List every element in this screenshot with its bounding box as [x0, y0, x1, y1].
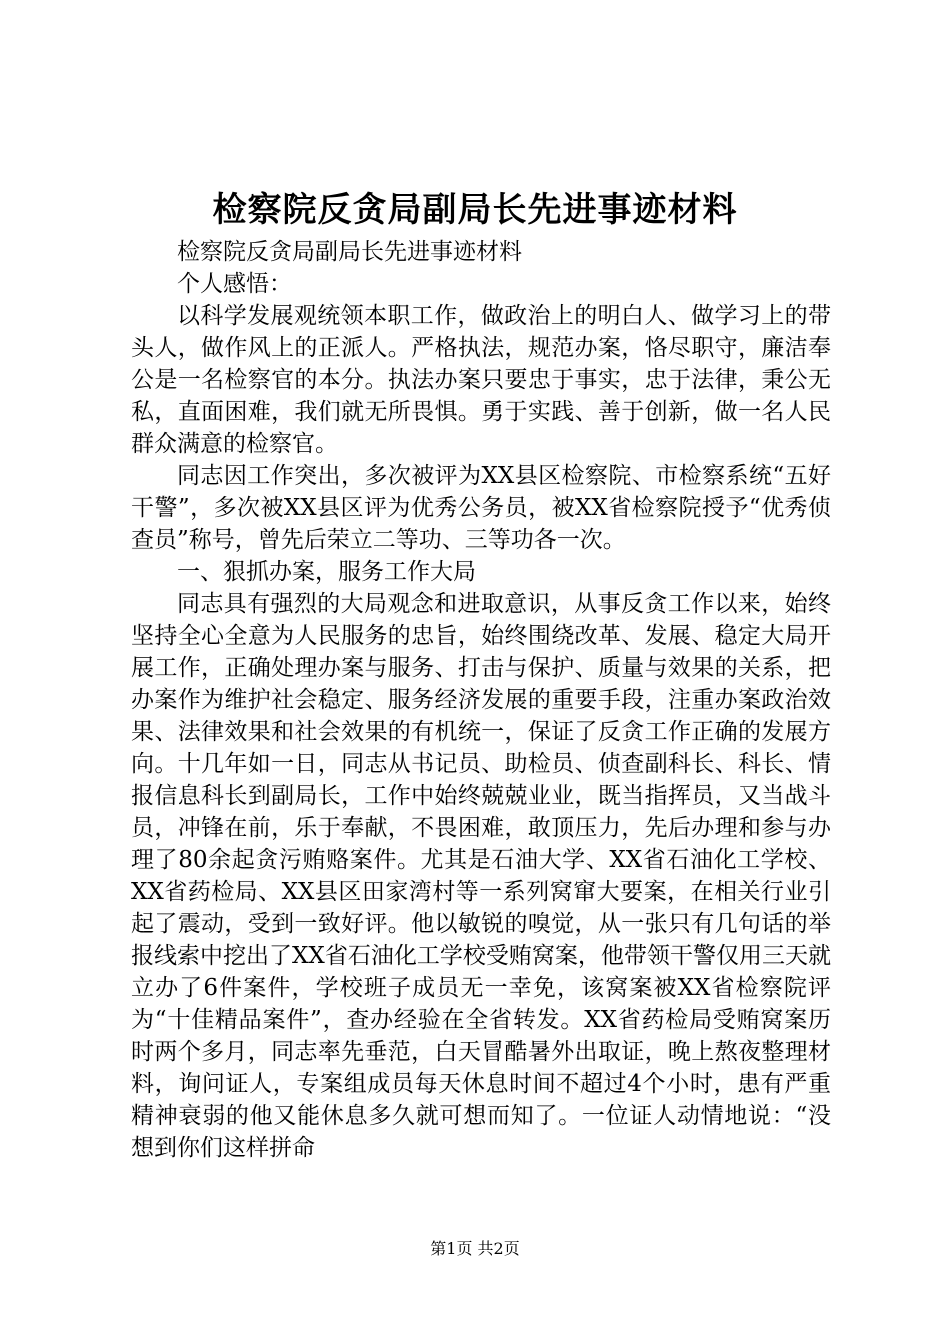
paragraph-casework: 同志具有强烈的大局观念和进取意识，从事反贪工作以来，始终坚持全心全意为人民服务的忠旨，始终围绕改革、发展、稳定大局开展工作，正确处理办案与服务、打击与保护、质量与效果的关系，把办案作为维护社会稳定、服务经济发展的重要手段，注重办案政治效果、法律效果和社会效果的有机统一，保证了反贪工作正确的发展方向。十几年如一日，同志从书记员、助检员、侦查副科长、科长、情报信息科长到副局长，工作中始终兢兢业业，既当指挥员，又当战斗员，冲锋在前，乐于奉献，不畏困难，敢顶压力，先后办理和参与办理了80余起贪污贿赂案件。尤其是石油大学、XX省石油化工学校、XX省药检局、XX县区田家湾村等一系列窝窜大要案，在相关行业引起了震动，受到一致好评。他以敏锐的嗅觉，从一张只有几句话的举报线索中挖出了XX省石油化工学校受贿窝案，他带领干警仅用三天就立办了6件案件，学校班子成员无一幸免，该窝案被XX省检察院评为“十佳精品案件”，查办经验在全省转发。XX省药检局受贿窝案历时两个多月，同志率先垂范，白天冒酷暑外出取证，晚上熬夜整理材料，询问证人，专案组成员每天休息时间不超过4个小时，患有严重精神衰弱的他又能休息多久就可想而知了。一位证人动情地说：“没想到你们这样拼命: [131, 591, 831, 1161]
section-heading: 一、狠抓办案，服务工作大局: [177, 559, 476, 585]
document-body: [131, 236, 831, 1164]
paragraph-insight-label: 个人感悟：: [177, 271, 292, 297]
paragraph-honors: 同志因工作突出，多次被评为XX县区检察院、市检察系统“五好干警”，多次被XX县区评为优秀公务员，被XX省检察院授予“优秀侦查员”称号，曾先后荣立二等功、三等功各一次。: [131, 463, 831, 553]
paragraph-insight: 以科学发展观统领本职工作，做政治上的明白人、做学习上的带头人，做作风上的正派人。严格执法，规范办案，恪尽职守，廉洁奉公是一名检察官的本分。执法办案只要忠于事实，忠于法律，秉公无私，直面困难，我们就无所畏惧。勇于实践、善于创新，做一名人民群众满意的检察官。: [131, 303, 831, 457]
paragraph-subtitle: 检察院反贪局副局长先进事迹材料: [177, 239, 522, 265]
document-title: 检察院反贪局副局长先进事迹材料: [212, 190, 738, 230]
page-number-footer: 第1页 共2页: [430, 1239, 520, 1258]
